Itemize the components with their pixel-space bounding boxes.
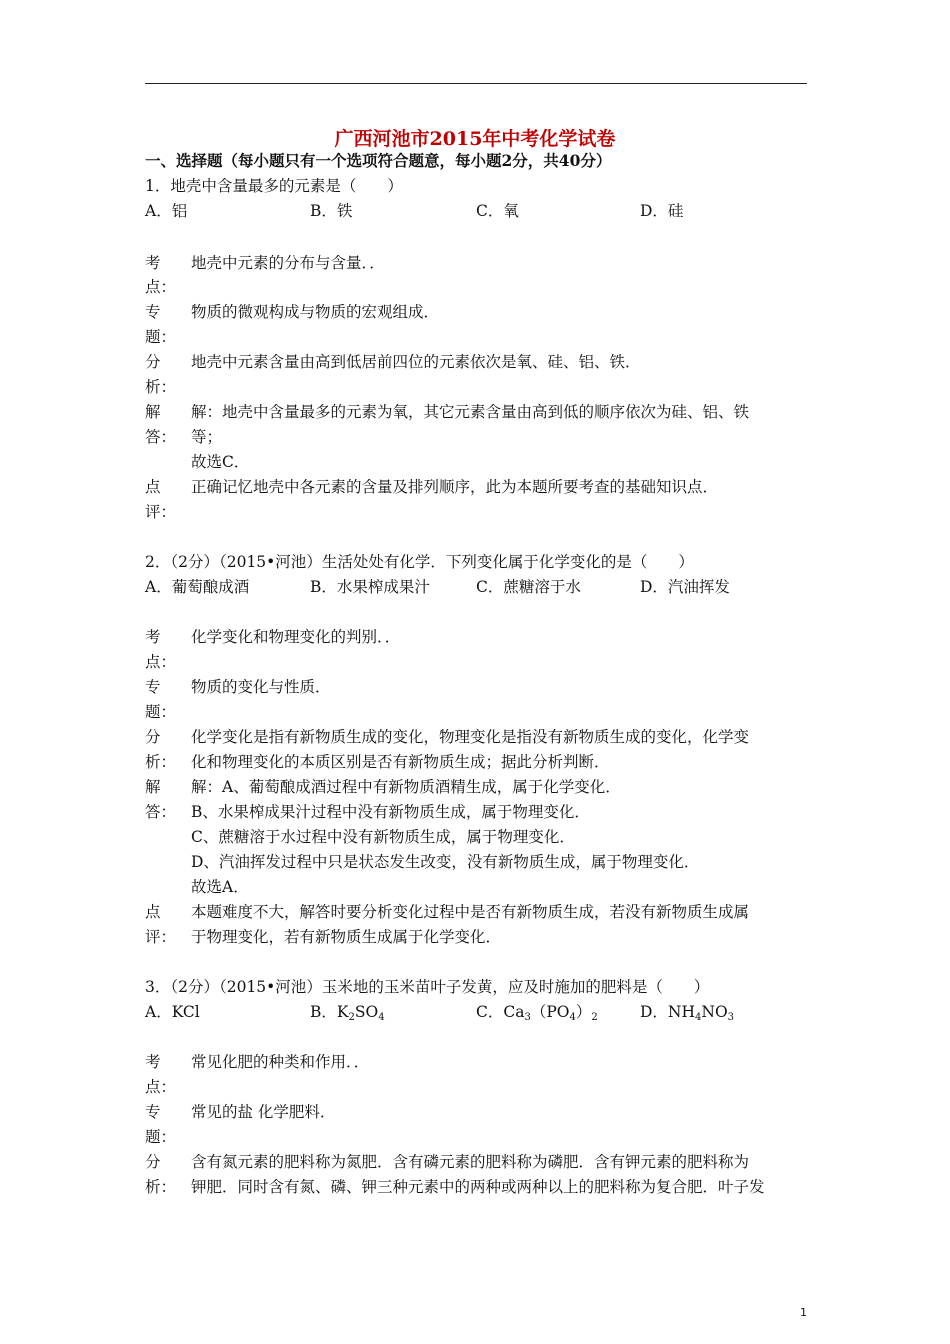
q2-kaodian: 化学变化和物理变化的判别．． — [191, 628, 401, 646]
q3-option-d: D．$NH_4NO_3$ — [640, 1003, 735, 1023]
label-fen: 分 — [145, 1153, 161, 1171]
label-ping: 评： — [145, 928, 177, 946]
q1-jieda-line: 等； — [191, 428, 223, 446]
q2-fenxi-line: 化和物理变化的本质区别是否有新物质生成；据此分析判断． — [191, 753, 610, 771]
q2-option-b: B．水果榨成果汁 — [310, 578, 430, 596]
label-zhuan: 专 — [145, 1103, 161, 1121]
q3-option-b: B．$K_2SO_4$ — [310, 1003, 385, 1023]
q1-jieda-line: 故选C． — [191, 453, 250, 471]
q2-option-a: A．葡萄酿成酒 — [145, 578, 250, 596]
label-jie: 解 — [145, 778, 161, 796]
q1-dianping: 正确记忆地壳中各元素的含量及排列顺序，此为本题所要考查的基础知识点． — [191, 478, 719, 496]
q2-jieda-line: C、蔗糖溶于水过程中没有新物质生成，属于物理变化． — [191, 828, 575, 846]
q3-option-a: A．KCl — [145, 1003, 200, 1021]
q3-fenxi-line: 钾肥．同时含有氮、磷、钾三种元素中的两种或两种以上的肥料称为复合肥．叶子发 — [191, 1178, 765, 1196]
label-dian: 点： — [145, 278, 177, 296]
q2-jieda-line: 故选A． — [191, 878, 249, 896]
q2-zhuanti: 物质的变化与性质． — [191, 678, 331, 696]
label-da: 答： — [145, 428, 177, 446]
q2-option-d: D．汽油挥发 — [640, 578, 730, 596]
q1-option-a: A．铝 — [145, 202, 188, 220]
q3-zhuanti: 常见的盐 化学肥料． — [191, 1103, 336, 1121]
q3-stem: 3．（2分）（2015•河池）玉米地的玉米苗叶子发黄，应及时施加的肥料是（ ） — [145, 978, 710, 996]
page-number: 1 — [800, 1306, 807, 1319]
label-xi: 析： — [145, 1178, 177, 1196]
q2-stem: 2．（2分）（2015•河池）生活处处有化学．下列变化属于化学变化的是（ ） — [145, 553, 694, 571]
section-heading: 一、选择题（每小题只有一个选项符合题意，每小题2分，共40分） — [145, 151, 612, 170]
q1-option-d: D．硅 — [640, 202, 684, 220]
label-dian2: 点 — [145, 478, 161, 496]
page-title: 广西河池市2015年中考化学试卷 — [334, 128, 616, 150]
q2-option-c: C．蔗糖溶于水 — [476, 578, 581, 596]
q2-fenxi-line: 化学变化是指有新物质生成的变化，物理变化是指没有新物质生成的变化，化学变 — [191, 728, 750, 746]
q2-dianping-line: 本题难度不大，解答时要分析变化过程中是否有新物质生成，若没有新物质生成属 — [191, 903, 750, 921]
label-xi: 析： — [145, 378, 177, 396]
q1-zhuanti: 物质的微观构成与物质的宏观组成． — [191, 303, 440, 321]
header-rule — [145, 83, 807, 84]
q1-jieda-line: 解：地壳中含量最多的元素为氧，其它元素含量由高到低的顺序依次为硅、铝、铁 — [191, 403, 750, 421]
label-ti: 题： — [145, 1128, 177, 1146]
q3-option-c: C．$Ca_3(PO_4)_2$ — [476, 1003, 598, 1023]
label-kao: 考 — [145, 1053, 161, 1071]
q2-dianping-line: 于物理变化，若有新物质生成属于化学变化． — [191, 928, 502, 946]
label-da: 答： — [145, 803, 177, 821]
q3-fenxi-line: 含有氮元素的肥料称为氮肥．含有磷元素的肥料称为磷肥．含有钾元素的肥料称为 — [191, 1153, 750, 1171]
label-fen: 分 — [145, 353, 161, 371]
q2-jieda-line: D、汽油挥发过程中只是状态发生改变，没有新物质生成，属于物理变化． — [191, 853, 700, 871]
label-ti: 题： — [145, 703, 177, 721]
q1-option-c: C．氧 — [476, 202, 519, 220]
q1-stem: 1．地壳中含量最多的元素是（ ） — [145, 177, 403, 195]
label-ti: 题： — [145, 328, 177, 346]
q2-jieda-line: 解：A、葡萄酿成酒过程中有新物质酒精生成，属于化学变化． — [191, 778, 621, 796]
label-zhuan: 专 — [145, 678, 161, 696]
q1-kaodian: 地壳中元素的分布与含量．． — [191, 254, 385, 272]
label-jie: 解 — [145, 403, 161, 421]
q1-option-b: B．铁 — [310, 202, 353, 220]
q3-kaodian: 常见化肥的种类和作用．． — [191, 1053, 370, 1071]
label-dian: 点： — [145, 653, 177, 671]
label-kao: 考 — [145, 628, 161, 646]
q2-jieda-line: B、水果榨成果汁过程中没有新物质生成，属于物理变化． — [191, 803, 590, 821]
label-zhuan: 专 — [145, 303, 161, 321]
label-dian2: 点 — [145, 903, 161, 921]
label-dian: 点： — [145, 1078, 177, 1096]
q1-fenxi: 地壳中元素含量由高到低居前四位的元素依次是氧、硅、铝、铁． — [191, 353, 641, 371]
label-xi: 析： — [145, 753, 177, 771]
label-kao: 考 — [145, 254, 161, 272]
label-fen: 分 — [145, 728, 161, 746]
label-ping: 评： — [145, 503, 177, 521]
